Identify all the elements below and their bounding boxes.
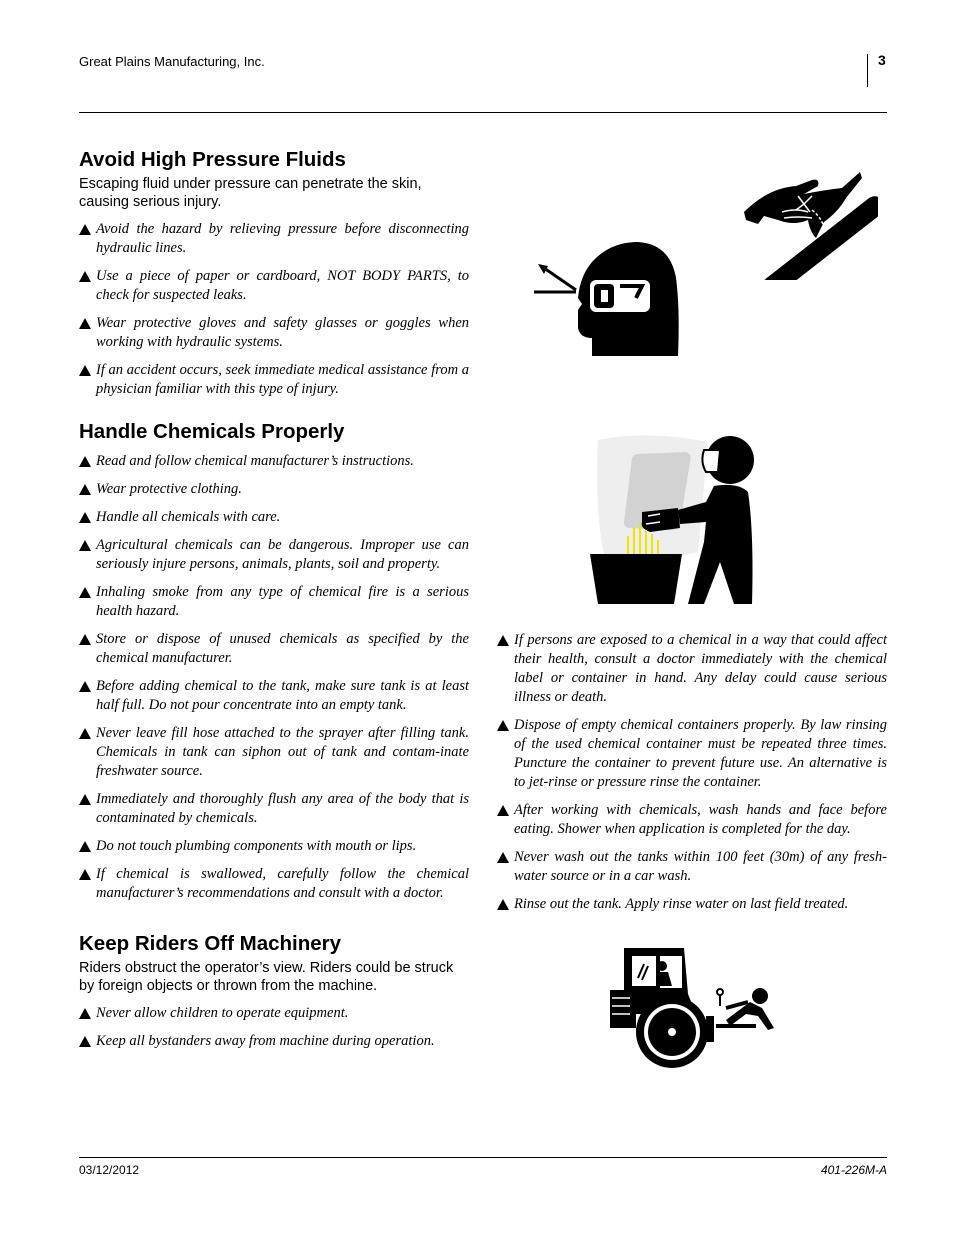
hydraulic-leak-hand-icon — [738, 168, 878, 280]
list-item: Use a piece of paper or cardboard, NOT BODY PARTS, to check for suspected leaks. — [79, 267, 469, 305]
warning-triangle-icon — [79, 365, 91, 376]
warning-triangle-icon — [79, 587, 91, 598]
warning-triangle-icon — [79, 794, 91, 805]
warning-triangle-icon — [497, 635, 509, 646]
warning-triangle-icon — [497, 899, 509, 910]
footer-date: 03/12/2012 — [79, 1163, 140, 1177]
list-item: Handle all chemicals with care. — [79, 508, 469, 527]
safety-goggles-head-icon — [530, 238, 682, 358]
list-item: Store or dispose of unused chemicals as specified by the chemical manufacturer. — [79, 630, 469, 668]
warning-triangle-icon — [79, 1008, 91, 1019]
section-chemicals-continued — [497, 622, 887, 914]
list-item: Wear protective clothing. — [79, 480, 469, 499]
footer-doc-number: 401-226M-A — [820, 1163, 887, 1177]
warning-triangle-icon — [79, 540, 91, 551]
list-item: Keep all bystanders away from machine during operation. — [79, 1032, 469, 1051]
chemical-protection-person-icon — [588, 432, 760, 608]
section-title-pressure: Avoid High Pressure Fluids — [79, 148, 346, 171]
warning-triangle-icon — [79, 318, 91, 329]
warning-triangle-icon — [79, 271, 91, 282]
header-rule — [79, 112, 887, 113]
section-title-riders: Keep Riders Off Machinery — [79, 932, 342, 955]
list-item: Dispose of empty chemical containers properly. By law rinsing of the used chemical container must be repeated three times. Puncture the container to prevent future use. An alternative is to jet-rinse or pressure rinse the container. — [497, 716, 887, 792]
bullet-list-chemicals-right — [497, 631, 887, 914]
list-item: Immediately and thoroughly flush any area of the body that is contaminated by chemicals. — [79, 790, 469, 828]
warning-triangle-icon — [79, 634, 91, 645]
warning-triangle-icon — [79, 869, 91, 880]
list-item: After working with chemicals, wash hands and face before eating. Shower when application is completed for the day. — [497, 801, 887, 839]
list-item: If an accident occurs, seek immediate medical assistance from a physician familiar with this type of injury. — [79, 361, 469, 399]
section-title-chemicals: Handle Chemicals Properly — [79, 420, 345, 443]
list-item: Before adding chemical to the tank, make sure tank is at least half full. Do not pour concentrate into an empty tank. — [79, 677, 469, 715]
warning-triangle-icon — [79, 681, 91, 692]
warning-triangle-icon — [79, 728, 91, 739]
warning-triangle-icon — [79, 484, 91, 495]
section-riders — [79, 932, 469, 1051]
page-number: 3 — [878, 52, 886, 68]
bullet-list-riders — [79, 1004, 469, 1051]
list-item: Inhaling smoke from any type of chemical fire is a serious health hazard. — [79, 583, 469, 621]
warning-triangle-icon — [497, 852, 509, 863]
tractor-rider-hazard-icon — [606, 944, 776, 1070]
bullet-list-pressure — [79, 220, 469, 399]
list-item: Never allow children to operate equipment. — [79, 1004, 469, 1023]
list-item: If persons are exposed to a chemical in a way that could affect their health, consult a doctor immediately with the chemical label or container in hand. Any delay could cause serious illness or death. — [497, 631, 887, 707]
section-intro-pressure: Escaping fluid under pressure can penetrate the skin, causing serious injury. — [79, 176, 422, 210]
list-item: If chemical is swallowed, carefully follow the chemical manufacturer’s recommendations and consult with a doctor. — [79, 865, 469, 903]
bullet-list-chemicals — [79, 452, 469, 903]
section-chemicals — [79, 420, 469, 903]
warning-triangle-icon — [79, 512, 91, 523]
warning-triangle-icon — [79, 224, 91, 235]
list-item: Wear protective gloves and safety glasses or goggles when working with hydraulic systems. — [79, 314, 469, 352]
list-item: Avoid the hazard by relieving pressure before disconnecting hydraulic lines. — [79, 220, 469, 258]
section-intro-riders: Riders obstruct the operator’s view. Riders could be struck by foreign objects or thrown from the machine. — [79, 960, 454, 994]
list-item: Never leave fill hose attached to the sprayer after filling tank. Chemicals in tank can siphon out of tank and contam-inate freshwater source. — [79, 724, 469, 781]
warning-triangle-icon — [79, 841, 91, 852]
warning-triangle-icon — [497, 720, 509, 731]
footer-rule — [79, 1157, 887, 1158]
header-company: Great Plains Manufacturing, Inc. — [79, 54, 265, 69]
section-pressure — [79, 148, 469, 399]
warning-triangle-icon — [79, 1036, 91, 1047]
warning-triangle-icon — [497, 805, 509, 816]
list-item: Do not touch plumbing components with mouth or lips. — [79, 837, 469, 856]
list-item: Never wash out the tanks within 100 feet (30m) of any fresh-water source or in a car wash. — [497, 848, 887, 886]
warning-triangle-icon — [79, 456, 91, 467]
list-item: Read and follow chemical manufacturer’s instructions. — [79, 452, 469, 471]
list-item: Rinse out the tank. Apply rinse water on last field treated. — [497, 895, 887, 914]
list-item: Agricultural chemicals can be dangerous. Improper use can seriously injure persons, animals, plants, soil and property. — [79, 536, 469, 574]
header-divider — [867, 54, 868, 87]
